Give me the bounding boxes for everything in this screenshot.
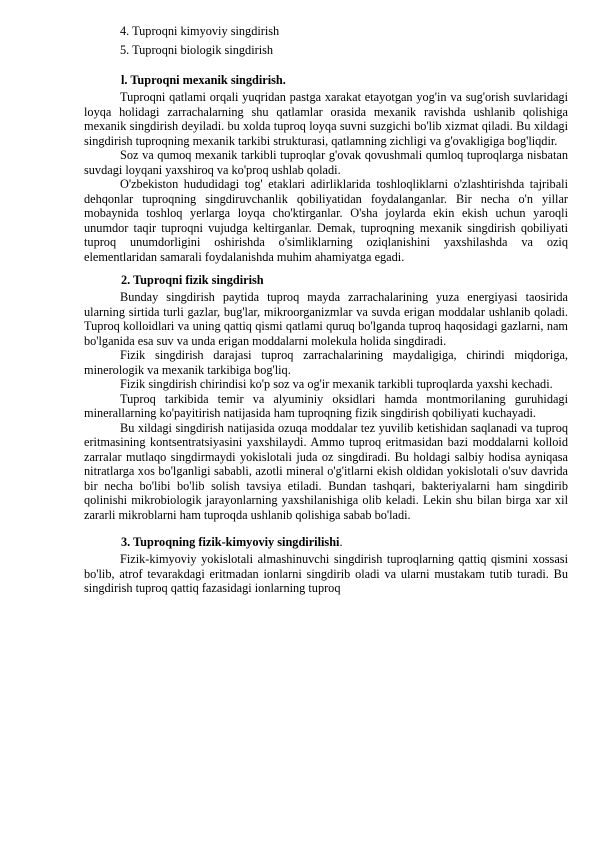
list-item: 5. Tuproqni biologik singdirish [120,43,274,57]
section-heading-text: 3. Tuproqning fizik-kimyoviy singdirilishi [121,535,340,549]
section-heading-mechanical: l. Tuproqni mexanik singdirish. [121,73,286,87]
document-body [84,22,568,596]
paragraph: Tuproqni qatlami orqali yuqridan pastga xarakat etayotgan yog'in va sug'orish suvlaridagi loyqa holidagi zarrachalarning shu qatlamlar orasida mexanik ravishda ushlanib qolishiga mexanik singdirish deyiladi. bu xolda tuproq loyqa suvni suzgichi bo'lib xizmat qiladi. Bu xildagi singdirish tuproqning mexanik tarkibi strukturasi, qatlamning zichligi va g'ovakligiga bog'liqdir. [84,90,568,148]
paragraph: Bunday singdirish paytida tuproq mayda zarrachalarining yuza energiyasi taosirida ularning sirtida turli gazlar, bug'lar, mikroorganizmlar va suvda erigan moddalar ushlanib qoladi. Tuproq kolloidlari va uning qattiq qismi qatlami quruq bo'lganda tuproq haqosidagi gazlarni, nam bo'lganida esa suv va unda erigan moddalarni molekula holida singdiradi. [84,290,568,348]
section-heading-physicochemical [84,532,568,552]
paragraph: Fizik-kimyoviy yokislotali almashinuvchi singdirish tuproqlarning qattiq qismini xossasi bo'lib, atrof tevarakdagi eritmadan ionlarni singdirib oladi va ularni mustakam tutib turadi. Bu singdirish tuproq qattiq fazasidagi ionlarning tuproq [84,552,568,595]
paragraph: Fizik singdirish darajasi tuproq zarrachalarining maydaligiga, chirindi miqdoriga, minerologik va mexanik tarkibiga bog'liq. [84,348,568,377]
section-heading-physical: 2. Tuproqni fizik singdirish [121,273,264,287]
paragraph: Tuproq tarkibida temir va alyuminiy oksidlari hamda montmorilaning guruhidagi minerallarning ko'payitirish natijasida ham tuproqning fizik singdirish qobiliyati kuchayadi. [84,391,568,420]
paragraph: O'zbekiston hududidagi tog' etaklari adirliklarida toshloqliklarni o'zlashtirishda tajribali dehqonlar tuproqning singdiruvchanlik qobiliyatidan foydalanganlar. Bir necha o'n yillar mobaynida toshloq yerlarga loyqa cho'ktirganlar. O'sha joylarda ekin ekish uchun yaroqli unumdor taqir tuproqni vujudga keltirganlar. Demak, tuproqning mexanik singdirish qobiliyati tuproq unumdorligini oshirishda o'simliklarning oziqlanishini yaxshilashda va oziq elementlaridan samarali foydalanishda muhim ahamiyatga egadi. [84,177,568,264]
heading-period: . [339,535,343,549]
paragraph: Fizik singdirish chirindisi ko'p soz va og'ir mexanik tarkibli tuproqlarda yaxshi kechadi. [120,377,553,391]
list-item: 4. Tuproqni kimyoviy singdirish [120,24,280,38]
paragraph: Soz va qumoq mexanik tarkibli tuproqlar g'ovak qovushmali qumloq tuproqlarga nisbatan suvdagi loyqani yaxshiroq va ko'proq ushlab qoladi. [84,148,568,177]
paragraph: Bu xildagi singdirish natijasida ozuqa moddalar tez yuvilib ketishidan saqlanadi va tuproq eritmasining kontsentratsiyasini yaxshilaydi. Ammo tuproq eritmasidan bazi moddalarni kolloid zarralar mutlaqo singdirmaydi yokislotali juda oz singdiradi. Bu holdagi salbiy hodisa ayniqasa nitratlarga xos bo'lganligi sababli, azotli mineral o'g'itlarni ekish oldidan yokislotali o'suv davrida bir necha bo'libi bo'lib solish tavsiya etiladi. Bundan tashqari, bakteriyalarni ham singdirib qolinishi mikrobiologik jarayonlarning yaxshilanishiga olib keladi. Lekin shu bilan birga xar xil zararli mikroblarni ham tuproqda ushlanib qolishiga sabab bo'ladi. [84,420,568,522]
